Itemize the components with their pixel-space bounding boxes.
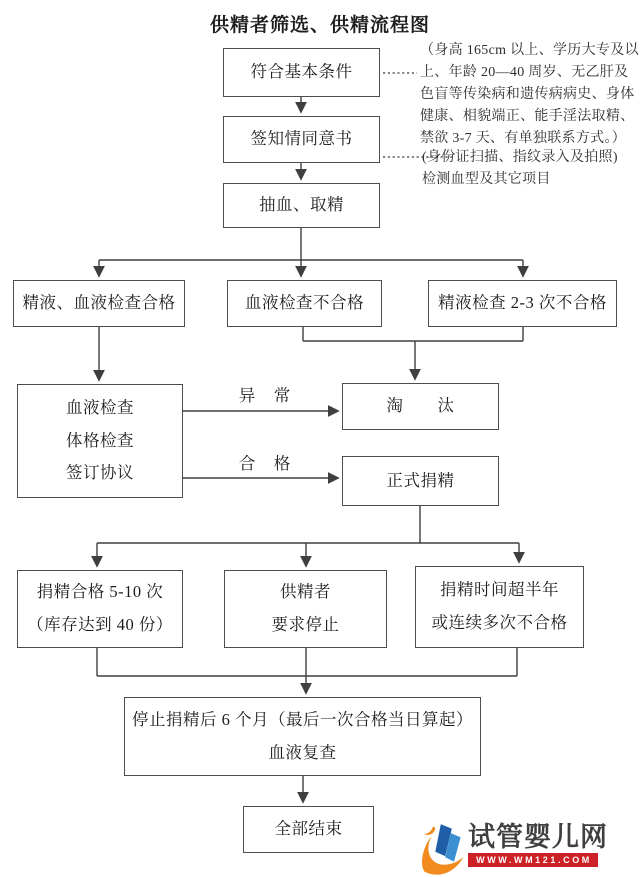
review-line: 血液检查 [66,398,134,418]
flow-box-blood-fail: 血液检查不合格 [227,280,382,327]
flow-box-formal-donation: 正式捐精 [342,456,499,506]
site-name: 试管婴儿网 [468,822,608,852]
site-url-badge: WWW.WM121.COM [468,853,598,867]
flow-box-overtime [415,566,584,648]
overtime-line: 或连续多次不合格 [431,613,568,632]
flow-box-eliminate: 淘 汰 [342,383,499,430]
donor-request-line: 供精者 [280,582,331,602]
registration-note-line: 检测血型及其它项目 [422,172,551,187]
flow-box-end: 全部结束 [243,806,374,853]
criteria-note-line: 健康、相貌端正、能手淫法取精、 [420,109,635,124]
flow-box-check-pass: 精液、血液检查合格 [13,280,185,327]
edge-label-abnormal: 异 常 [238,386,292,405]
donation-done-line: 捐精合格 5-10 次 [36,582,164,602]
overtime-line: 捐精时间超半年 [440,580,559,600]
flow-box-blood-semen: 抽血、取精 [223,183,380,228]
review-line: 体格检查 [66,430,134,450]
site-watermark [421,822,621,877]
site-logo-icon [421,823,465,876]
flow-box-consent: 签知情同意书 [223,116,380,163]
page-title: 供精者筛选、供精流程图 [209,15,430,36]
edge-label-qualified: 合 格 [238,454,292,473]
flow-box-donor-request-stop [224,570,387,648]
flow-box-recheck [124,697,481,776]
flow-box-semen-fail: 精液检查 2-3 次不合格 [428,280,617,327]
flow-box-donation-done [17,570,183,648]
criteria-note-line: （身高 165cm 以上、学历大专及以 [420,43,639,58]
recheck-line: 血液复查 [268,742,337,762]
review-line: 签订协议 [66,463,134,483]
flow-box-basic-condition: 符合基本条件 [223,48,380,97]
donor-request-line: 要求停止 [271,615,340,634]
recheck-line: 停止捐精后 6 个月（最后一次合格当日算起） [132,709,473,729]
registration-note-line: (身份证扫描、指纹录入及拍照) [422,150,618,165]
donation-done-line: （库存达到 40 份） [27,615,173,634]
criteria-note-line: 禁欲 3-7 天、有单独联系方式。） [420,131,627,146]
flow-box-review [17,384,183,498]
registration-note [422,147,618,191]
criteria-note [420,40,639,150]
criteria-note-line: 上、年龄 20—40 周岁、无乙肝及 [420,65,629,80]
criteria-note-line: 色盲等传染病和遗传病病史、身体 [420,87,635,102]
